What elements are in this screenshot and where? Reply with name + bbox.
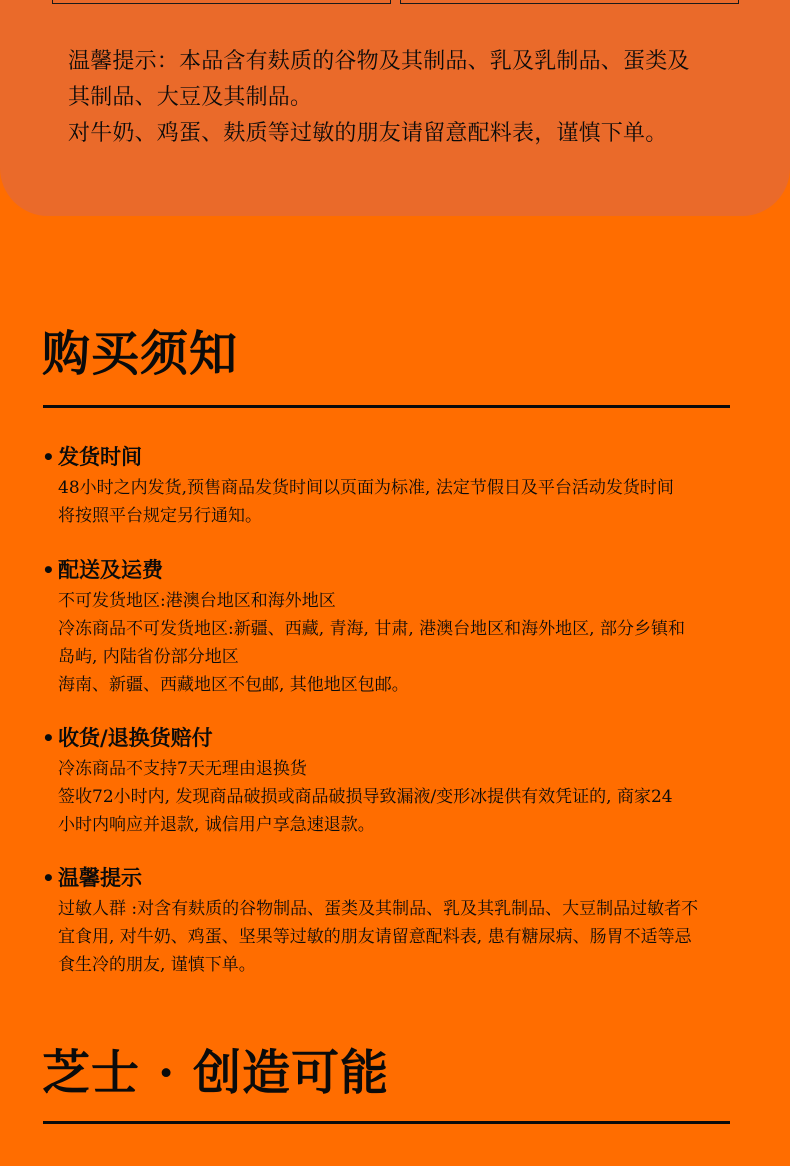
purchase-notes-divider	[43, 405, 730, 408]
note-body-line: 过敏人群 :对含有麸质的谷物制品、蛋类及其制品、乳及其乳制品、大豆制品过敏者不	[58, 899, 699, 919]
note-body-line: 宜食用, 对牛奶、鸡蛋、坚果等过敏的朋友请留意配料表, 患有糖尿病、肠胃不适等忌	[58, 927, 692, 947]
note-body-line: 冷冻商品不支持7天无理由退换货	[58, 759, 307, 779]
note-warm-reminder	[42, 861, 698, 979]
allergen-tip-panel	[0, 0, 790, 216]
purchase-notes-title: 购买须知	[42, 326, 239, 382]
note-body-line: 冷冻商品不可发货地区:新疆、西藏, 青海, 甘肃, 港澳台地区和海外地区, 部分乡镇和	[58, 619, 685, 639]
note-receipt-returns	[42, 721, 673, 839]
bullet-icon: •	[42, 866, 55, 890]
note-body-line: 签收72小时内, 发现商品破损或商品破损导致漏液/变形冰提供有效凭证的, 商家24	[58, 787, 673, 807]
cheese-section-divider	[43, 1121, 730, 1124]
allergen-tip-line: 其制品、大豆及其制品。	[68, 85, 313, 110]
note-heading: 发货时间	[58, 444, 142, 469]
note-delivery-fees	[42, 553, 685, 699]
note-body-line: 不可发货地区:港澳台地区和海外地区	[58, 591, 336, 611]
note-body-line: 食生冷的朋友, 谨慎下单。	[58, 955, 256, 975]
note-body-line: 岛屿, 内陆省份部分地区	[58, 647, 239, 667]
note-shipping-time	[42, 440, 674, 530]
note-body-line: 48小时之内发货,预售商品发货时间以页面为标准, 法定节假日及平台活动发货时间	[58, 478, 674, 498]
cheese-section-title: 芝士 · 创造可能	[42, 1045, 390, 1101]
note-heading: 温馨提示	[58, 865, 142, 890]
allergen-tip-line: 温馨提示：本品含有麸质的谷物及其制品、乳及乳制品、蛋类及	[68, 49, 690, 74]
note-heading: 收货/退换货赔付	[58, 725, 213, 750]
top-frame-right	[400, 0, 739, 4]
note-body-line: 海南、新疆、西藏地区不包邮, 其他地区包邮。	[58, 675, 409, 695]
note-heading: 配送及运费	[58, 557, 163, 582]
allergen-tip-text	[68, 44, 748, 152]
allergen-tip-line: 对牛奶、鸡蛋、麸质等过敏的朋友请留意配料表，谨慎下单。	[68, 121, 668, 146]
bullet-icon: •	[42, 726, 55, 750]
top-frame-left	[52, 0, 391, 4]
bullet-icon: •	[42, 558, 55, 582]
bullet-icon: •	[42, 445, 55, 469]
note-body-line: 小时内响应并退款, 诚信用户享急速退款。	[58, 815, 375, 835]
note-body-line: 将按照平台规定另行通知。	[58, 506, 262, 526]
